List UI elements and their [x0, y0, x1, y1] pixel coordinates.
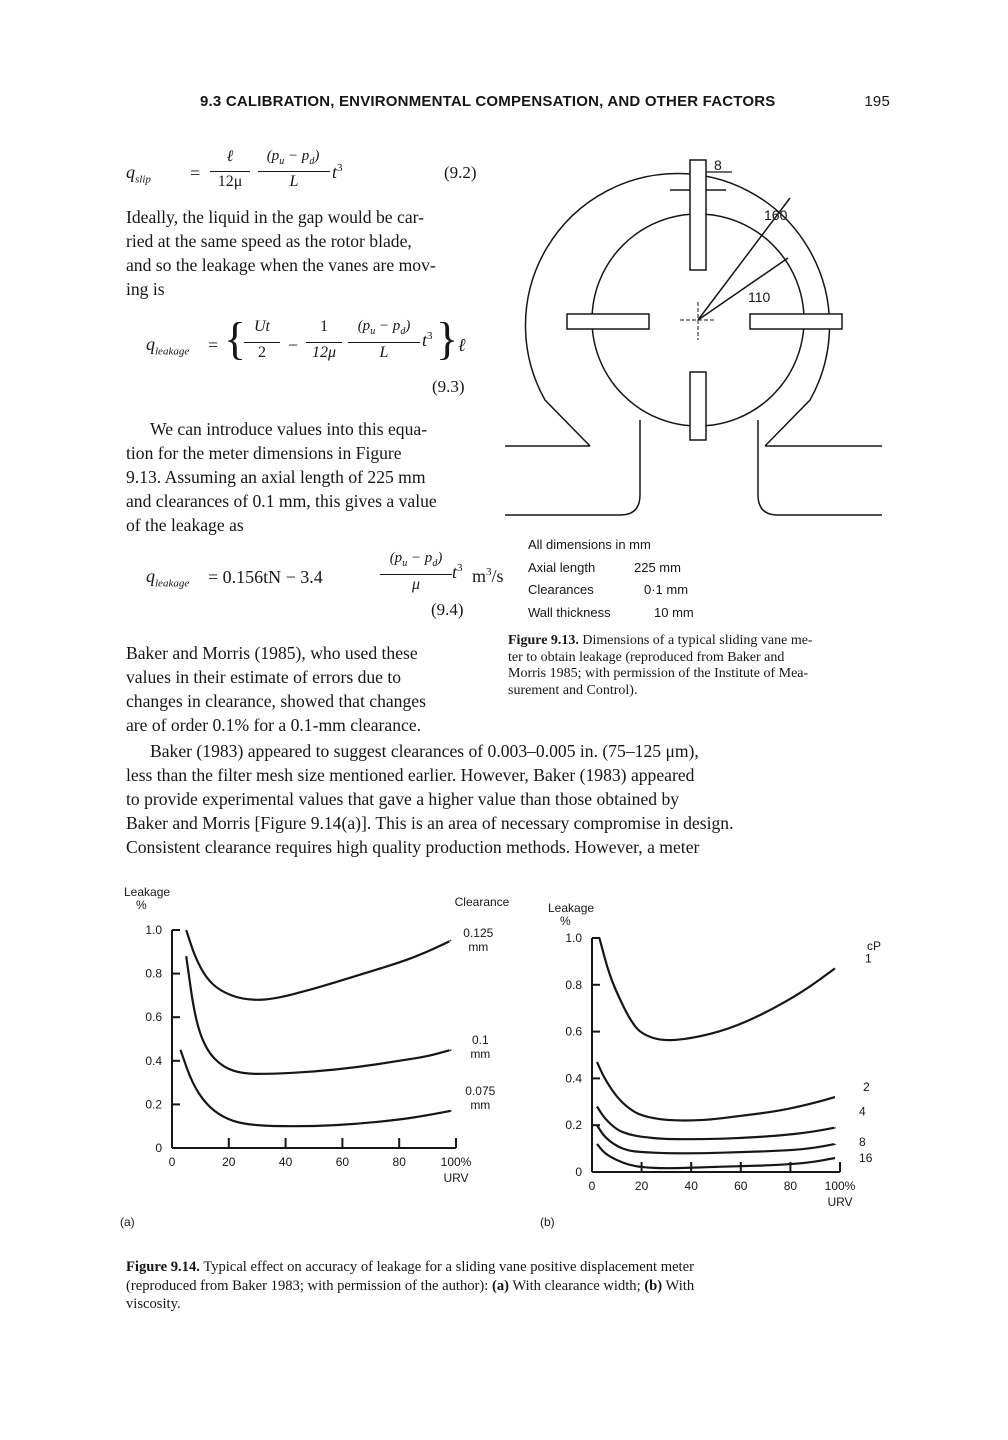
eq-term: t — [332, 162, 338, 182]
text-line: Ideally, the liquid in the gap would be car- — [126, 207, 424, 227]
eq-denominator: 12μ — [311, 344, 337, 361]
y-axis-label: Leakage — [548, 901, 595, 915]
eq-exponent: 3 — [427, 330, 433, 342]
text-line: values in their estimate of errors due to — [126, 666, 402, 687]
eq-numerator: Ut — [254, 318, 270, 335]
table-row-label: Clearances — [528, 582, 594, 597]
section-title: 9.3 CALIBRATION, ENVIRONMENTAL COMPENSATION, AND OTHER FACTORS — [200, 93, 776, 110]
x-axis-label: URV — [443, 1171, 469, 1185]
series-line — [597, 1144, 835, 1168]
x-tick-label: 0 — [588, 1179, 596, 1193]
eq-numerator: (p — [357, 318, 371, 334]
eq-denominator: L — [289, 173, 299, 190]
eq-term: t — [452, 562, 458, 582]
eq-units: m — [472, 566, 487, 586]
figure-9-13-caption — [508, 633, 898, 699]
equation-number: (9.4) — [431, 600, 464, 619]
dim-label-110: 110 — [748, 289, 771, 305]
eq-numerator: (p — [266, 148, 280, 164]
eq-term: ) — [437, 550, 443, 566]
y-tick-label: 0.2 — [145, 1097, 162, 1112]
paragraph-4 — [126, 740, 896, 860]
eq-term: − p — [284, 148, 310, 164]
series-label: 2 — [863, 1080, 870, 1095]
eq-term: ℓ — [458, 335, 466, 355]
text-line: Baker and Morris [Figure 9.14(a)]. This is an area of necessary compromise in design. — [126, 812, 734, 833]
table-row-value: 0·1 mm — [644, 582, 689, 597]
x-tick-label: 40 — [278, 1155, 293, 1169]
equation-9-2: $q_{slip}$ = ℓ 12μ $(p_u - p_d)$ L $t^3$ (9.2) — [126, 148, 477, 190]
eq-subscript: u — [402, 558, 408, 569]
series-label: 4 — [859, 1104, 866, 1119]
caption-text: With — [662, 1277, 695, 1294]
y-axis-unit: % — [136, 898, 147, 912]
legend-title: cP — [866, 939, 882, 953]
eq-subscript: d — [309, 156, 315, 167]
text-line: changes in clearance, showed that changes — [126, 690, 426, 711]
x-tick-label: 80 — [783, 1179, 798, 1193]
x-tick-label: 100% — [440, 1155, 472, 1169]
text-line: Consistent clearance requires high quality production methods. However, a meter — [126, 836, 700, 857]
y-tick-label: 0.8 — [565, 977, 582, 992]
y-tick-label: 0.6 — [145, 1010, 162, 1025]
caption-text: With clearance width; — [509, 1277, 645, 1294]
series-label: 0.125 — [463, 925, 494, 940]
text-line: ried at the same speed as the rotor blade, — [126, 230, 412, 251]
eq-units: /s — [491, 566, 504, 586]
panel-label: (b) — [540, 1215, 555, 1229]
eq-term: − p — [407, 550, 433, 566]
eq-denominator: L — [379, 344, 389, 361]
text-line: less than the filter mesh size mentioned earlier. However, Baker (1983) appeared — [126, 764, 695, 785]
x-tick-label: 20 — [222, 1155, 236, 1169]
figure-9-13-drawing — [500, 140, 900, 530]
x-tick-label: 60 — [335, 1155, 350, 1169]
dim-radius-110 — [698, 258, 788, 320]
text-line: We can introduce values into this equa- — [150, 419, 428, 439]
y-axis-label: Leakage — [124, 885, 171, 899]
y-tick-label: 0 — [575, 1165, 582, 1179]
series-line — [597, 1062, 835, 1121]
table-title: All dimensions in mm — [528, 537, 651, 552]
table-row-value: 10 mm — [654, 604, 694, 620]
caption-text: Typical effect on accuracy of leakage for a sliding vane positive displacement meter — [203, 1259, 694, 1275]
dim-label-160: 160 — [764, 207, 788, 223]
vane-top — [690, 160, 706, 270]
y-tick-label: 0.4 — [145, 1053, 162, 1068]
x-tick-label: 40 — [684, 1179, 698, 1193]
equation-number: (9.2) — [444, 163, 477, 182]
y-axis-unit: % — [560, 914, 571, 928]
eq-numerator: ℓ — [226, 148, 234, 165]
text-line: and clearances of 0.1 mm, this gives a value — [126, 490, 437, 511]
eq-symbol: q — [146, 334, 155, 354]
y-tick-label: 0.2 — [565, 1118, 582, 1133]
legend-title: Clearance — [454, 895, 510, 909]
page-number: 195 — [864, 93, 890, 110]
eq-subscript: d — [432, 558, 438, 569]
eq-numerator: 1 — [320, 318, 328, 335]
series-label: 0.1 — [471, 1032, 489, 1047]
eq-denominator: μ — [411, 576, 421, 593]
text-line: are of order 0.1% for a 0.1-mm clearance. — [126, 714, 422, 735]
eq-numerator: (p — [389, 550, 403, 566]
eq-term: = 0.156tN − 3.4 — [208, 567, 323, 587]
series-line — [181, 1050, 451, 1126]
text-line: to provide experimental values that gave a higher value than those obtained by — [126, 788, 680, 809]
text-line: Baker (1983) appeared to suggest clearances of 0.003–0.005 in. (75–125 μm), — [150, 741, 699, 761]
eq-term: ) — [314, 148, 320, 164]
eq-symbol: q — [146, 566, 155, 586]
y-tick-label: 0.4 — [565, 1071, 582, 1086]
text-line: Baker and Morris (1985), who used these — [126, 643, 418, 663]
x-tick-label: 60 — [734, 1179, 748, 1193]
vane-right — [750, 314, 842, 329]
eq-term: ) — [405, 318, 411, 334]
y-tick-label: 0.6 — [565, 1024, 582, 1039]
caption-text: Dimensions of a typical sliding vane me- — [582, 633, 813, 648]
figure-caption-914 — [126, 1258, 896, 1314]
y-tick-label: 1.0 — [565, 931, 582, 945]
series-line — [186, 956, 450, 1074]
text-line: and so the leakage when the vanes are mov- — [126, 254, 436, 275]
eq-right-brace: } — [436, 313, 459, 364]
series-label: 8 — [859, 1134, 866, 1149]
eq-symbol: q — [126, 162, 135, 182]
chart-panel-a — [120, 880, 520, 1230]
table-row-value: 225 mm — [634, 559, 681, 575]
caption-panel-ref: (b) — [644, 1277, 663, 1294]
caption-text: Morris 1985; with permission of the Institute of Mea- — [508, 666, 809, 681]
running-header — [200, 93, 890, 115]
vane-left — [567, 314, 649, 329]
equation-number: (9.3) — [432, 377, 465, 396]
x-axis-label: URV — [827, 1195, 853, 1209]
vane-bottom — [690, 372, 706, 440]
caption-label: Figure 9.13. — [508, 633, 579, 648]
series-label: 0.075 — [465, 1083, 496, 1098]
y-tick-label: 1.0 — [145, 923, 162, 937]
x-tick-label: 20 — [634, 1179, 649, 1193]
series-line — [599, 938, 835, 1040]
series-label-unit: mm — [468, 939, 489, 954]
eq-denominator: 12μ — [217, 173, 243, 190]
eq-term: t — [422, 330, 428, 350]
series-line — [186, 930, 450, 1000]
series-label-unit: mm — [470, 1046, 491, 1061]
y-tick-label: 0 — [155, 1141, 162, 1155]
eq-left-brace: { — [224, 313, 247, 364]
eq-subscript: leakage — [155, 345, 190, 358]
dimension-table — [528, 534, 728, 624]
eq-subscript: u — [279, 156, 285, 167]
equation-9-3: $q_{leakage}$ = { Ut 2 − 1 12μ $(p_u - p_d)$ L $t^3$ } ℓ (9.3) — [146, 313, 466, 396]
series-label-unit: mm — [470, 1097, 491, 1112]
text-line: 9.13. Assuming an axial length of 225 mm — [126, 466, 426, 487]
x-tick-label: 0 — [168, 1155, 176, 1169]
paragraph-2 — [126, 418, 486, 538]
caption-text: surement and Control). — [508, 682, 638, 698]
paragraph-3 — [126, 642, 486, 738]
eq-subscript: u — [370, 326, 376, 337]
eq-subscript: leakage — [155, 577, 190, 590]
outlet-channel — [505, 420, 640, 515]
caption-panel-ref: (a) — [491, 1277, 509, 1294]
text-line: tion for the meter dimensions in Figure — [126, 442, 402, 463]
text-line: of the leakage as — [126, 514, 244, 535]
dim-label-8: 8 — [714, 157, 722, 173]
table-row-label: Wall thickness — [528, 604, 611, 620]
panel-label: (a) — [120, 1215, 135, 1229]
x-tick-label: 80 — [392, 1155, 406, 1169]
eq-exponent: 3 — [337, 162, 343, 174]
eq-exponent: 3 — [457, 562, 463, 574]
x-tick-label: 100% — [824, 1179, 856, 1193]
table-row-label: Axial length — [528, 559, 596, 575]
caption-text: viscosity. — [126, 1296, 181, 1312]
caption-text: ter to obtain leakage (reproduced from Baker and — [508, 649, 785, 665]
text-line: ing is — [126, 278, 165, 299]
eq-exponent: 3 — [486, 566, 492, 578]
paragraph-1 — [126, 206, 486, 302]
caption-label: Figure 9.14. — [126, 1259, 200, 1275]
eq-subscript: d — [400, 326, 406, 337]
series-label: 16 — [859, 1150, 873, 1165]
caption-text: (reproduced from Baker 1983; with permission of the author): — [126, 1277, 492, 1294]
y-tick-label: 0.8 — [145, 966, 162, 981]
eq-term: − p — [375, 318, 401, 334]
eq-denominator: 2 — [258, 344, 266, 361]
eq-subscript: slip — [135, 173, 151, 186]
series-label: 1 — [865, 951, 872, 966]
equation-9-4 — [146, 550, 504, 628]
chart-panel-b — [540, 880, 900, 1230]
